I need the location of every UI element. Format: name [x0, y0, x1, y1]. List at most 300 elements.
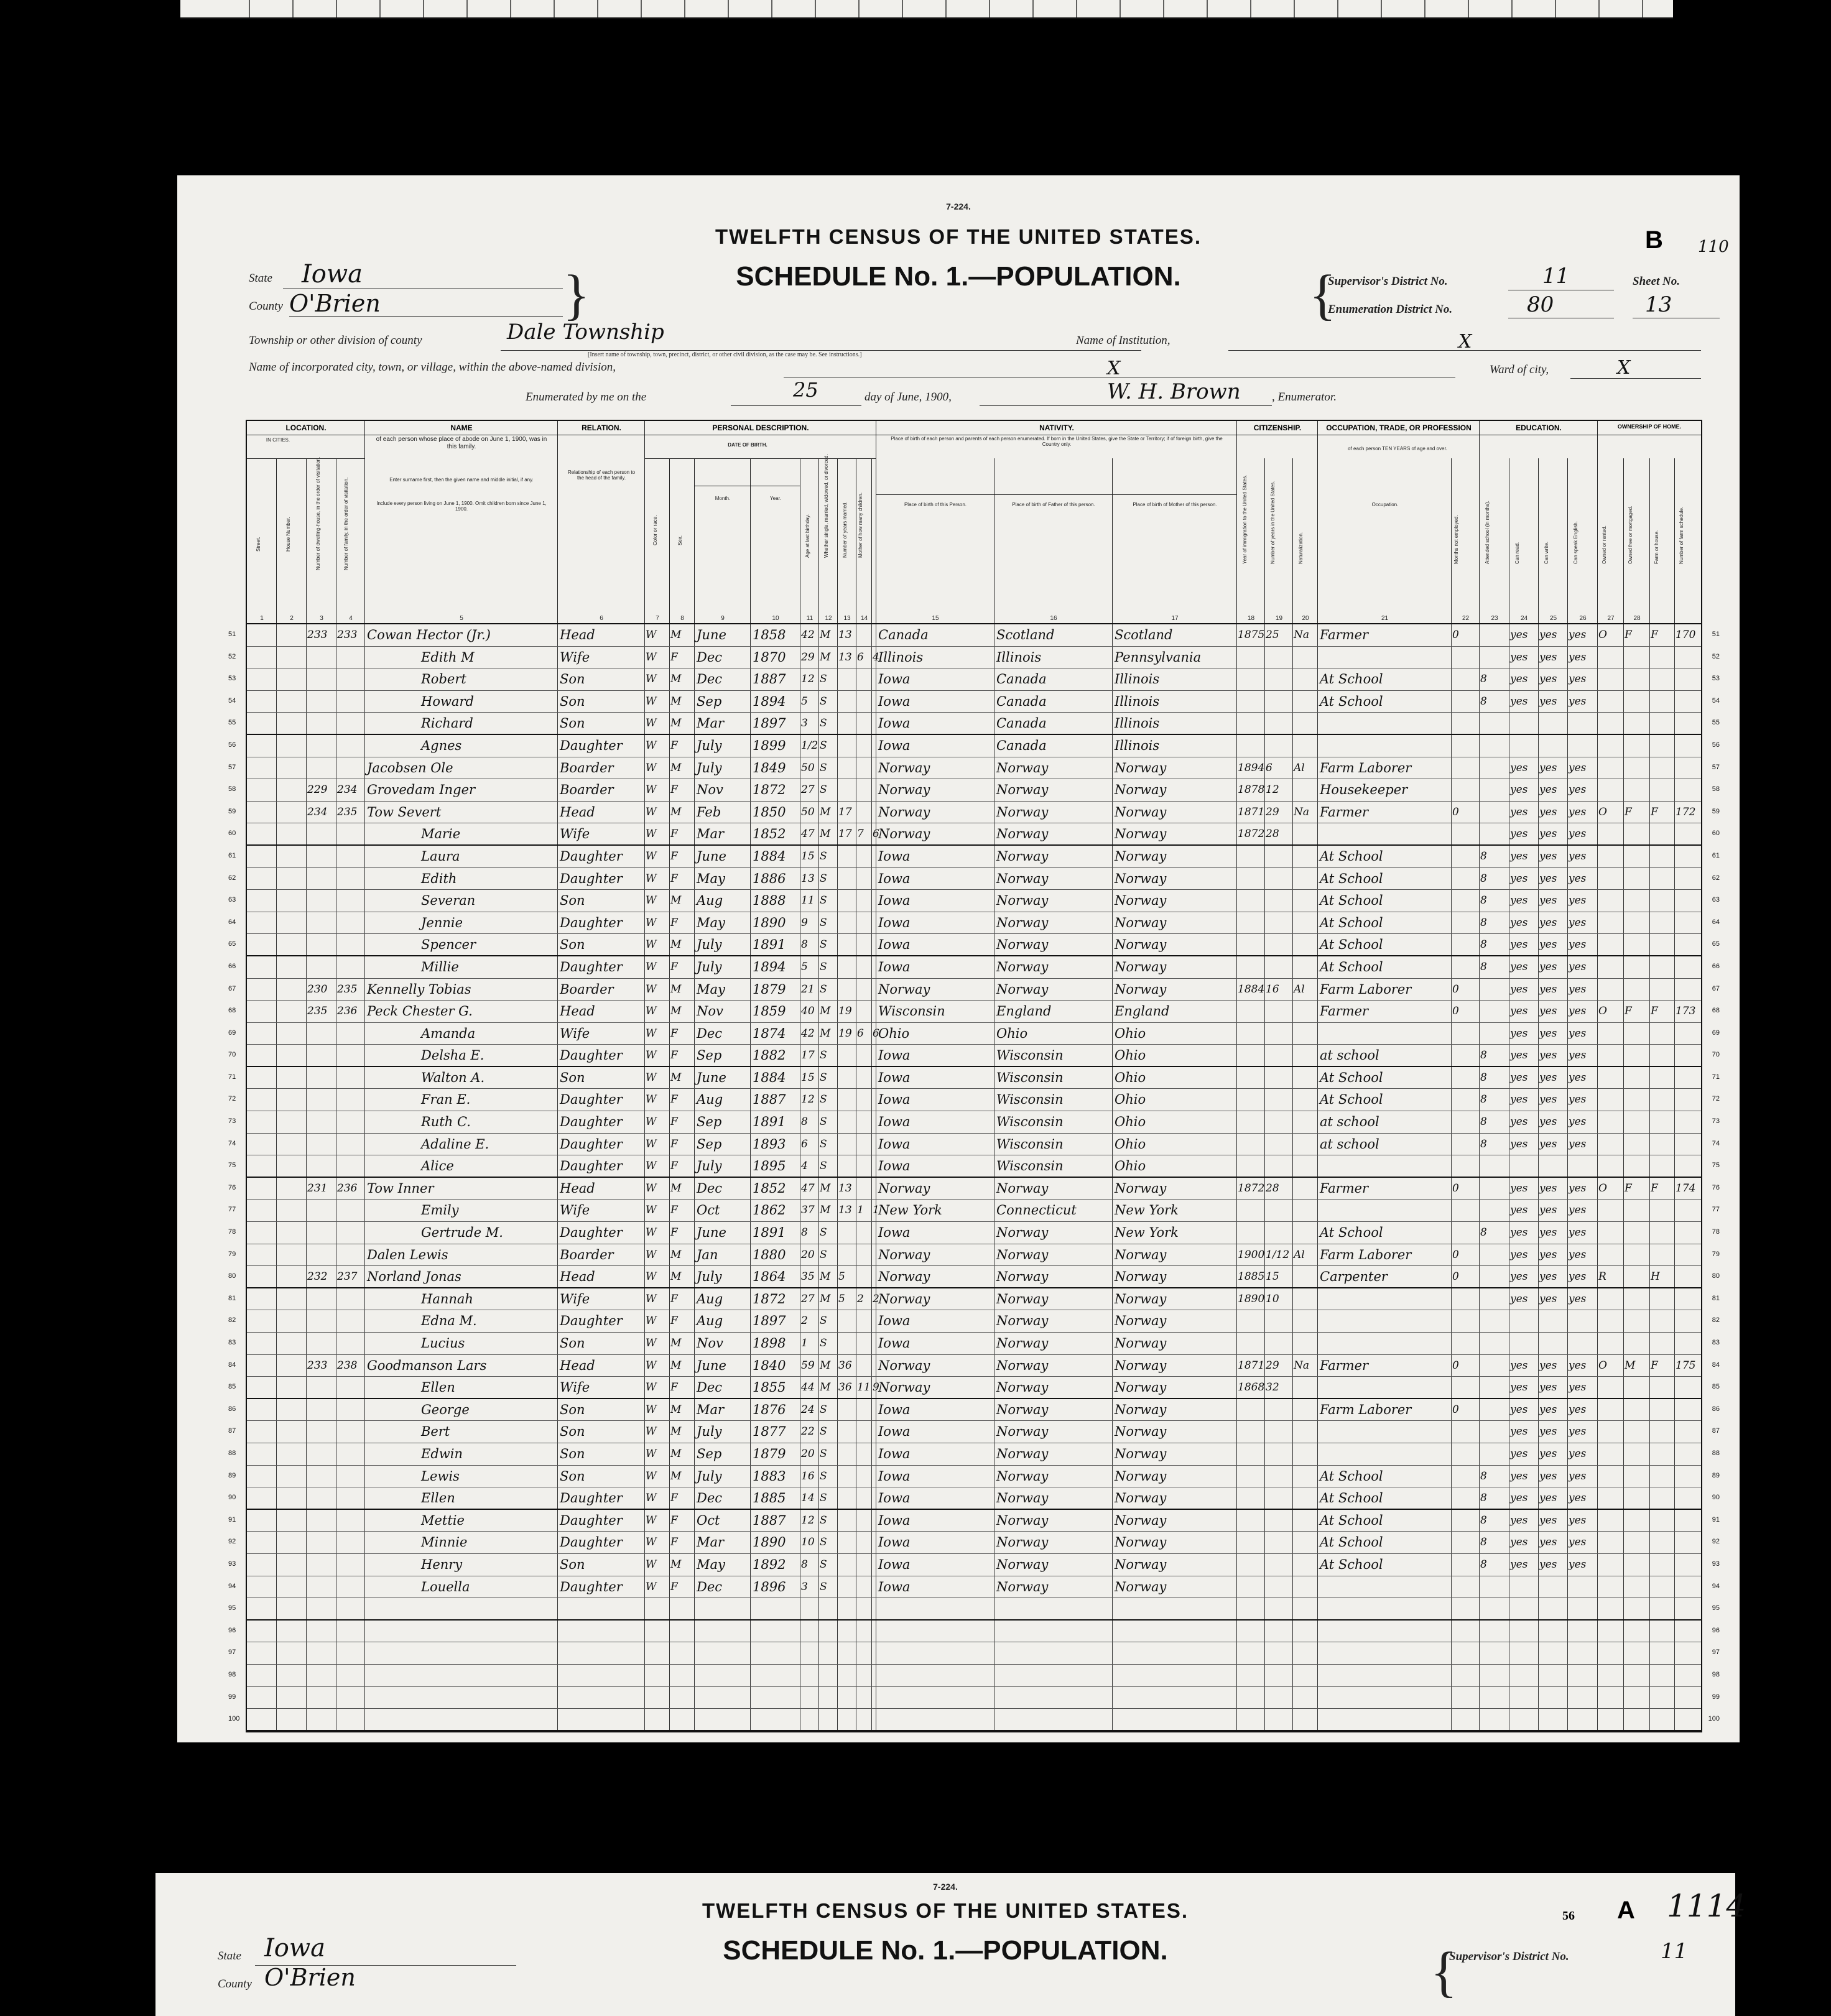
cell-age: 37 [801, 1204, 815, 1217]
cell-wr: yes [1539, 938, 1557, 951]
table-row [228, 1222, 1720, 1244]
brace-left: } [563, 264, 590, 326]
row-column-line [1292, 1200, 1293, 1221]
cell-sp: yes [1569, 1425, 1587, 1438]
cell-wr: yes [1539, 1536, 1557, 1549]
cell-rel: Wife [560, 1025, 590, 1041]
cell-ym: 5 [838, 1292, 845, 1305]
form-number: 7-224. [946, 201, 971, 211]
row-column-line [750, 1621, 751, 1642]
cell-name: Louella [421, 1579, 470, 1594]
row-column-line [1292, 1709, 1293, 1730]
cell-mon: May [697, 915, 725, 930]
row-column-line [1623, 1642, 1624, 1664]
row-column-line [364, 1687, 365, 1709]
cell-col: W [646, 650, 657, 664]
row-column-line [557, 1665, 558, 1686]
header-rule [876, 494, 1237, 495]
cell-fam: 233 [337, 629, 358, 641]
table-row [228, 757, 1720, 780]
cell-wr: yes [1539, 1027, 1557, 1040]
cell-pobm: Norway [1115, 1269, 1167, 1285]
row-number: 87 [228, 1427, 236, 1435]
header-column-line [871, 458, 872, 623]
cell-fam: 237 [337, 1270, 358, 1283]
row-column-line [276, 647, 277, 668]
row-column-line [1674, 1532, 1675, 1553]
cell-sp: yes [1569, 1027, 1587, 1040]
row-number: 96 [228, 1626, 236, 1634]
row-number: 87 [1712, 1427, 1720, 1435]
cell-col: W [646, 1337, 657, 1349]
cell-own: O [1598, 1181, 1607, 1195]
cell-sex: F [670, 1492, 678, 1505]
row-column-line [1451, 1288, 1452, 1310]
row-column-line [1623, 868, 1624, 890]
cell-pobm: Norway [1115, 1357, 1167, 1373]
cell-sex: F [670, 960, 678, 973]
row-column-line [1649, 1576, 1650, 1598]
cell-age: 22 [801, 1425, 815, 1438]
row-column-line [1292, 868, 1293, 890]
cell-mar: M [820, 1181, 831, 1195]
row-column-line [1597, 713, 1598, 734]
cell-sch: 8 [1480, 695, 1487, 708]
row-column-line [1623, 1200, 1624, 1221]
row-number: 55 [228, 719, 236, 727]
cell-pob: Iowa [878, 1468, 911, 1484]
row-column-line [871, 1111, 872, 1133]
row-column-line [1674, 1687, 1675, 1709]
row-column-line [1479, 823, 1480, 844]
row-column-line [306, 1621, 307, 1642]
cell-pob: Iowa [878, 672, 911, 687]
state-label: State [249, 272, 272, 285]
row-column-line [276, 912, 277, 934]
cell-rd: yes [1510, 1447, 1528, 1460]
cell-pobf: Norway [996, 1247, 1049, 1262]
header-column-line [694, 458, 695, 623]
row-column-line [1674, 1045, 1675, 1066]
next-supervisor-label: Supervisor's District No. [1449, 1950, 1569, 1963]
cell-rel: Daughter [560, 738, 623, 753]
cell-col: W [646, 1027, 657, 1040]
header-free-mortgaged: Owned free or mortgaged. [1628, 506, 1633, 564]
cell-pobf: Norway [996, 1402, 1049, 1417]
cell-wr: yes [1539, 1403, 1557, 1416]
cell-rel: Daughter [560, 1579, 623, 1594]
row-column-line [871, 1045, 872, 1066]
row-column-line [276, 1598, 277, 1619]
cell-yr: 1858 [753, 627, 786, 642]
row-column-line [1623, 1554, 1624, 1576]
cell-pob: Iowa [878, 1158, 911, 1174]
cell-name: Howard [421, 693, 474, 709]
institution-label: Name of Institution, [1076, 334, 1170, 347]
row-column-line [644, 1642, 645, 1664]
row-column-line [1674, 1665, 1675, 1686]
cell-wr: yes [1539, 650, 1557, 664]
header-pob-mother: Place of birth of Mother of this person. [1133, 502, 1217, 507]
row-column-line [1674, 1421, 1675, 1443]
cell-rd: yes [1510, 1226, 1528, 1239]
cell-yus: 15 [1266, 1270, 1279, 1283]
cell-dw: 233 [307, 629, 328, 641]
row-column-line [1317, 1687, 1318, 1709]
cell-mar: S [820, 1116, 827, 1129]
cell-rel: Son [560, 1070, 585, 1085]
cell-mar: S [820, 784, 827, 797]
cell-col: W [646, 629, 657, 641]
row-column-line [1236, 1621, 1237, 1642]
cell-rel: Son [560, 893, 585, 909]
row-column-line [1674, 1598, 1675, 1619]
row-column-line [276, 1665, 277, 1686]
cell-sex: M [670, 673, 682, 686]
row-column-line [1649, 1288, 1650, 1310]
cell-fam: 236 [337, 1181, 358, 1195]
row-column-line [1649, 668, 1650, 690]
row-column-line [818, 1598, 819, 1619]
header-column-line [1597, 421, 1598, 623]
table-row [228, 1155, 1720, 1178]
cell-occ: At School [1320, 915, 1383, 930]
cell-pobm: Ohio [1115, 1114, 1146, 1130]
row-column-line [1479, 1665, 1480, 1686]
row-number: 81 [228, 1294, 236, 1302]
cell-pobm: Norway [1115, 1535, 1167, 1550]
cell-sch: 8 [1480, 894, 1487, 907]
cell-mon: May [697, 871, 725, 886]
cell-pobf: Norway [996, 1556, 1049, 1572]
cell-pobf: Norway [996, 1446, 1049, 1461]
cell-rd: yes [1510, 695, 1528, 708]
row-column-line [1479, 713, 1480, 734]
cell-name: Dalen Lewis [367, 1247, 448, 1262]
row-number: 84 [1712, 1361, 1720, 1369]
margin-note: 110 [1698, 238, 1729, 256]
row-column-line [1479, 1709, 1480, 1730]
row-column-line [1264, 1532, 1265, 1553]
cell-rel: Head [560, 804, 595, 820]
row-number: 88 [1712, 1449, 1720, 1457]
cell-occ: At School [1320, 1535, 1383, 1550]
cell-age: 47 [801, 1181, 815, 1195]
table-row [228, 1532, 1720, 1554]
row-column-line [1674, 1576, 1675, 1598]
cell-col: W [646, 983, 657, 996]
row-column-line [1567, 713, 1568, 734]
row-column-line [306, 1576, 307, 1598]
cell-rel: Wife [560, 649, 590, 665]
row-column-line [276, 1178, 277, 1200]
cell-pobm: Pennsylvania [1115, 649, 1202, 665]
row-column-line [1451, 1023, 1452, 1045]
cell-pob: Iowa [878, 893, 911, 909]
cell-sp: yes [1569, 1204, 1587, 1217]
cell-cl: 6 [873, 1027, 879, 1040]
cell-rd: yes [1510, 849, 1528, 862]
row-column-line [1112, 1709, 1113, 1730]
row-column-line [1292, 1532, 1293, 1553]
cell-pobf: Wisconsin [996, 1070, 1064, 1085]
row-column-line [1674, 823, 1675, 844]
cell-sch: 8 [1480, 849, 1487, 862]
cell-mon: Nov [697, 1004, 723, 1019]
row-column-line [1597, 1155, 1598, 1177]
cell-wr: yes [1539, 1469, 1557, 1482]
row-column-line [1264, 868, 1265, 890]
row-column-line [1479, 1377, 1480, 1398]
row-column-line [1479, 1023, 1480, 1045]
row-column-line [871, 868, 872, 890]
row-column-line [1623, 934, 1624, 955]
row-column-line [1623, 979, 1624, 1001]
row-column-line [276, 1155, 277, 1177]
cell-rd: yes [1510, 894, 1528, 907]
table-row [228, 1244, 1720, 1267]
cell-pob: Norway [878, 804, 930, 820]
cell-nat: Na [1294, 629, 1310, 641]
row-column-line [306, 1709, 307, 1730]
row-column-line [1674, 1244, 1675, 1266]
table-row [228, 934, 1720, 956]
cell-occ: Housekeeper [1320, 782, 1408, 798]
cell-imm: 1885 [1238, 1270, 1265, 1283]
cell-yr: 1894 [753, 693, 786, 709]
cell-pobm: Norway [1115, 937, 1167, 953]
row-number: 64 [1712, 918, 1720, 926]
row-column-line [1623, 1377, 1624, 1398]
cell-col: W [646, 717, 657, 730]
cell-own: O [1598, 805, 1607, 818]
cell-pob: Iowa [878, 716, 911, 731]
row-column-line [276, 1288, 277, 1310]
cell-pob: Iowa [878, 738, 911, 753]
cell-yr: 1893 [753, 1136, 786, 1152]
row-column-line [1674, 668, 1675, 690]
row-column-line [306, 1443, 307, 1465]
row-column-line [1538, 713, 1539, 734]
cell-occ: At School [1320, 1070, 1383, 1085]
township-note: [Insert name of township, town, precinct, district, or other civil division, as the case may be. See instructions.] [588, 351, 862, 358]
cell-yr: 1849 [753, 760, 786, 775]
table-row [228, 1266, 1720, 1288]
row-column-line [1264, 1089, 1265, 1111]
row-column-line [1264, 1576, 1265, 1598]
cell-mon: Aug [697, 1313, 723, 1329]
cell-mon: Dec [697, 649, 723, 665]
cell-sch: 8 [1480, 916, 1487, 929]
cell-rel: Son [560, 1336, 585, 1351]
cell-pobf: Connecticut [996, 1203, 1077, 1218]
row-column-line [1623, 1111, 1624, 1133]
cell-dw: 232 [307, 1270, 328, 1283]
cell-ym: 13 [838, 650, 852, 664]
row-column-line [276, 668, 277, 690]
cell-sex: M [670, 1248, 682, 1261]
row-number: 80 [228, 1272, 236, 1280]
row-column-line [1317, 647, 1318, 668]
row-column-line [837, 1709, 838, 1730]
cell-wr: yes [1539, 1137, 1557, 1150]
row-column-line [694, 1687, 695, 1709]
row-column-line [1538, 1709, 1539, 1730]
cell-imm: 1871 [1238, 1359, 1265, 1372]
cell-yr: 1884 [753, 1070, 786, 1085]
row-column-line [1567, 1621, 1568, 1642]
row-column-line [871, 956, 872, 978]
row-number: 63 [228, 896, 236, 904]
cell-yr: 1882 [753, 1048, 786, 1063]
row-column-line [1649, 757, 1650, 779]
table-row [228, 1377, 1720, 1399]
cell-sp: yes [1569, 673, 1587, 686]
cell-sex: M [670, 1359, 682, 1372]
cell-sex: F [670, 849, 678, 862]
header-years-married: Number of years married. [842, 501, 848, 558]
cell-mar: S [820, 1514, 827, 1527]
cell-pobm: Norway [1115, 826, 1167, 842]
row-column-line [1649, 1665, 1650, 1686]
cell-pobf: Norway [996, 1491, 1049, 1506]
cell-age: 42 [801, 629, 815, 641]
cell-rd: yes [1510, 784, 1528, 797]
enumerated-suffix: day of June, 1900, [865, 391, 952, 404]
table-row [228, 1089, 1720, 1111]
cell-yr: 1887 [753, 1092, 786, 1107]
row-column-line [1451, 823, 1452, 844]
cell-wr: yes [1539, 960, 1557, 973]
cell-rd: yes [1510, 938, 1528, 951]
cell-wr: yes [1539, 695, 1557, 708]
row-column-line [1567, 1642, 1568, 1664]
next-brace: { [1430, 1941, 1458, 2003]
header-farm-house: Farm or house. [1654, 530, 1659, 564]
cell-yr: 1891 [753, 1225, 786, 1241]
row-column-line [644, 1709, 645, 1730]
cell-me: 0 [1452, 1181, 1459, 1195]
cell-me: 0 [1452, 805, 1459, 818]
cell-mon: June [697, 848, 726, 864]
row-column-line [364, 1709, 365, 1730]
cell-rd: yes [1510, 1093, 1528, 1106]
row-column-line [1623, 647, 1624, 668]
row-column-line [871, 1532, 872, 1553]
row-column-line [306, 1310, 307, 1332]
row-column-line [1264, 1310, 1265, 1332]
cell-yr: 1887 [753, 1512, 786, 1528]
header-relation: RELATION. [582, 423, 621, 432]
cell-age: 3 [801, 1580, 808, 1593]
table-row [228, 713, 1720, 735]
cell-sch: 8 [1480, 1226, 1487, 1239]
cell-age: 17 [801, 1049, 815, 1062]
row-column-line [1264, 1111, 1265, 1133]
previous-sheet-grid [249, 0, 1648, 17]
cell-pob: Wisconsin [878, 1004, 945, 1019]
column-number: 13 [843, 615, 851, 622]
cell-sch: 8 [1480, 1071, 1487, 1084]
row-column-line [1649, 1687, 1650, 1709]
cell-age: 12 [801, 1514, 815, 1527]
cell-rd: yes [1510, 1514, 1528, 1527]
row-number: 97 [228, 1648, 236, 1657]
cell-fam: 236 [337, 1005, 358, 1018]
row-column-line [1674, 1023, 1675, 1045]
cell-rd: yes [1510, 761, 1528, 774]
row-column-line [276, 691, 277, 713]
table-body [228, 624, 1720, 1731]
row-column-line [1649, 1333, 1650, 1354]
row-column-line [694, 1709, 695, 1730]
cell-pobf: Wisconsin [996, 1114, 1064, 1130]
row-number: 53 [1712, 675, 1720, 683]
row-number: 56 [1712, 741, 1720, 749]
cell-pob: Norway [878, 1247, 930, 1262]
header-column-line [1112, 458, 1113, 623]
header-pob-father: Place of birth of Father of this person. [1012, 502, 1095, 507]
row-column-line [1649, 1045, 1650, 1066]
county-label: County [249, 300, 283, 313]
row-column-line [276, 1222, 277, 1244]
cell-fam: 235 [337, 805, 358, 818]
cell-fh: F [1651, 1359, 1658, 1372]
cell-pob: Illinois [878, 649, 924, 665]
row-column-line [1264, 1709, 1265, 1730]
cell-occ: Farmer [1320, 1180, 1369, 1196]
row-column-line [1236, 1665, 1237, 1686]
row-column-line [871, 1576, 872, 1598]
cell-wr: yes [1539, 872, 1557, 885]
cell-yus: 16 [1266, 983, 1279, 996]
cell-name: Ruth C. [421, 1114, 471, 1130]
row-column-line [669, 1621, 670, 1642]
cell-occ: At School [1320, 1556, 1383, 1572]
cell-occ: At School [1320, 1491, 1383, 1506]
row-column-line [1264, 956, 1265, 978]
row-column-line [1317, 1310, 1318, 1332]
row-column-line [1597, 1709, 1598, 1730]
row-column-line [1597, 1687, 1598, 1709]
column-number: 19 [1275, 615, 1283, 622]
row-column-line [1674, 1288, 1675, 1310]
row-column-line [871, 624, 872, 646]
row-number: 91 [228, 1515, 236, 1524]
cell-sex: M [670, 805, 682, 818]
cell-pobm: Norway [1115, 1247, 1167, 1262]
cell-fm: F [1625, 1181, 1632, 1195]
row-column-line [1649, 713, 1650, 734]
cell-sch: 8 [1480, 673, 1487, 686]
cell-pobf: Wisconsin [996, 1048, 1064, 1063]
row-column-line [1674, 757, 1675, 779]
row-column-line [1623, 1023, 1624, 1045]
cell-own: O [1598, 629, 1607, 641]
row-column-line [1649, 1310, 1650, 1332]
cell-cl: 4 [873, 650, 879, 664]
column-number: 1 [260, 615, 264, 622]
cell-rel: Daughter [560, 915, 623, 930]
row-column-line [1479, 1687, 1480, 1709]
row-column-line [1649, 1111, 1650, 1133]
row-column-line [1538, 735, 1539, 757]
cell-name: Grovedam Inger [367, 782, 476, 798]
cell-pobm: Norway [1115, 893, 1167, 909]
cell-mar: S [820, 849, 827, 862]
next-margin-note: 1114 [1667, 1888, 1746, 1924]
row-column-line [276, 956, 277, 978]
